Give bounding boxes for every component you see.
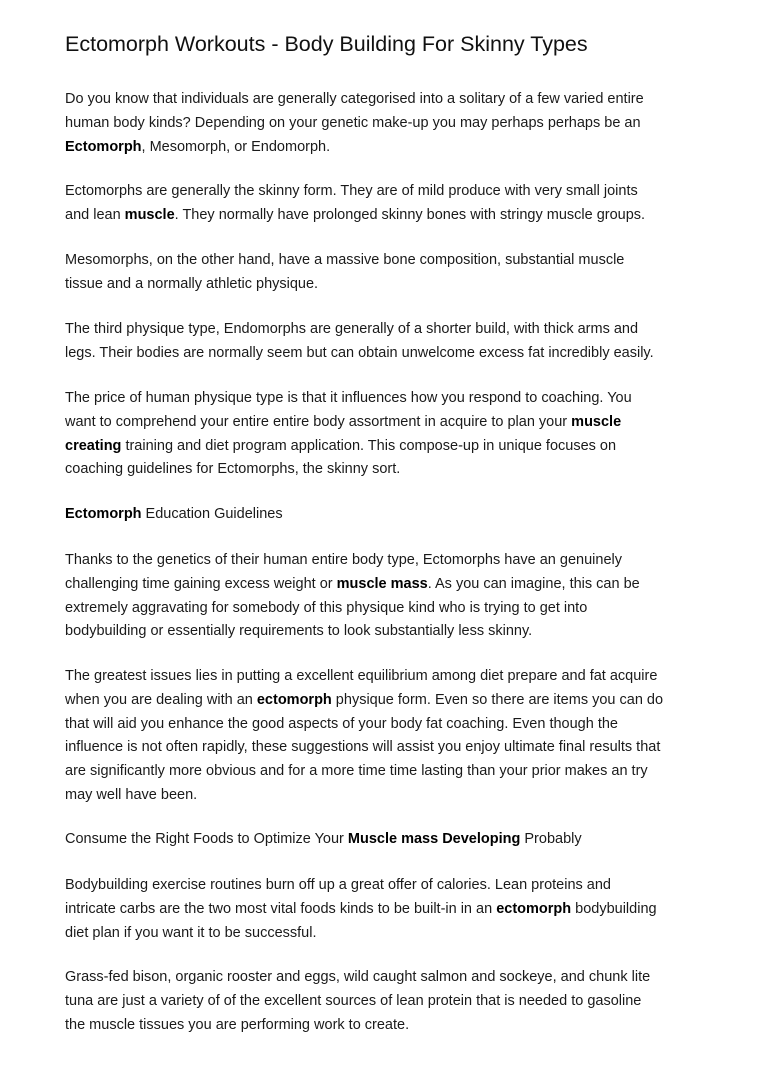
text-run: legs. Their bodies are normally seem but can obtain unwelcome excess fat incredibly easily. — [65, 344, 654, 361]
text-line — [65, 966, 715, 990]
paragraph-6 — [65, 503, 715, 527]
text-run: . As you can imagine, this can be — [427, 575, 640, 592]
text-line — [65, 136, 715, 160]
text-line — [65, 411, 715, 435]
text-run: The greatest issues lies in putting a excellent equilibrium among diet prepare and fat acquire — [65, 668, 658, 684]
text-run: extremely aggravating for somebody of this physique kind who is trying to get into — [65, 599, 588, 616]
text-line — [65, 689, 715, 713]
text-line — [65, 573, 715, 597]
text-run: , Mesomorph, or Endomorph. — [141, 138, 331, 155]
text-run: Consume the Right Foods to Optimize Your — [65, 831, 348, 847]
text-run: and lean — [65, 206, 125, 223]
text-line — [65, 898, 715, 922]
paragraph-5 — [65, 387, 715, 482]
text-run: diet plan if you want it to be successful. — [65, 924, 317, 941]
text-run: physique form. Even so there are items you can do — [331, 691, 664, 708]
bold-keyword: creating — [65, 437, 122, 454]
text-run: Ectomorphs are generally the skinny form. They are of mild produce with very small joints — [65, 183, 638, 199]
text-run: Mesomorphs, on the other hand, have a massive bone composition, substantial muscle — [65, 252, 625, 268]
paragraph-9 — [65, 828, 715, 852]
text-line — [65, 503, 715, 527]
text-run: . They normally have prolonged skinny bones with stringy muscle groups. — [174, 206, 646, 223]
text-run: The price of human physique type is that it influences how you respond to coaching. You — [65, 390, 632, 406]
text-run: influence is not often rapidly, these suggestions will assist you enjoy ultimate final results that — [65, 739, 661, 756]
text-run: Probably — [520, 831, 582, 847]
text-run: bodybuilding — [571, 900, 657, 917]
text-line — [65, 458, 715, 482]
text-run: intricate carbs are the two most vital foods kinds to be built-in in an — [65, 900, 497, 917]
text-line — [65, 88, 715, 112]
bold-keyword: ectomorph — [256, 691, 332, 708]
text-line — [65, 342, 715, 366]
text-line — [65, 318, 715, 342]
text-line — [65, 713, 715, 737]
text-line — [65, 620, 715, 644]
text-run: the muscle tissues you are performing work to create. — [65, 1016, 410, 1033]
text-run: may well have been. — [65, 786, 198, 803]
paragraph-7 — [65, 549, 715, 644]
bold-keyword: Muscle mass Developing — [347, 831, 521, 847]
text-run: are significantly more obvious and for a more time time lasting than your prior makes an try — [65, 763, 648, 780]
text-line — [65, 597, 715, 621]
text-run: human body kinds? Depending on your genetic make-up you may perhaps perhaps be an — [65, 114, 641, 131]
paragraph-10 — [65, 874, 715, 945]
text-run: challenging time gaining excess weight or — [65, 575, 337, 592]
paragraph-2 — [65, 180, 715, 228]
page-title: Ectomorph Workouts - Body Building For Skinny Types — [65, 32, 588, 56]
text-line — [65, 549, 715, 573]
bold-keyword: muscle — [571, 413, 622, 430]
paragraph-3 — [65, 249, 715, 297]
paragraph-1 — [65, 88, 715, 159]
text-run: Thanks to the genetics of their human entire body type, Ectomorphs have an genuinely — [65, 552, 622, 568]
text-line — [65, 180, 715, 204]
text-line — [65, 249, 715, 273]
text-run: Grass-fed bison, organic rooster and eggs, wild caught salmon and sockeye, and chunk lite — [65, 969, 651, 985]
text-line — [65, 273, 715, 297]
text-line — [65, 874, 715, 898]
bold-keyword: muscle mass — [336, 575, 428, 592]
bold-keyword: muscle — [124, 206, 175, 223]
text-line — [65, 1014, 715, 1038]
text-run: tissue and a normally athletic physique. — [65, 275, 319, 292]
text-run: Education Guidelines — [141, 506, 283, 522]
paragraph-8 — [65, 665, 715, 808]
text-line — [65, 387, 715, 411]
text-run: when you are dealing with an — [65, 691, 257, 708]
text-line — [65, 784, 715, 808]
bold-keyword: ectomorph — [496, 900, 572, 917]
text-run: coaching guidelines for Ectomorphs, the skinny sort. — [65, 461, 401, 478]
text-run: Bodybuilding exercise routines burn off up a great offer of calories. Lean proteins and — [65, 877, 611, 893]
text-line — [65, 435, 715, 459]
bold-keyword: Ectomorph — [65, 138, 142, 155]
text-line — [65, 990, 715, 1014]
text-run: Do you know that individuals are generally categorised into a solitary of a few varied entire — [65, 91, 644, 107]
paragraph-4 — [65, 318, 715, 366]
bold-keyword: Ectomorph — [65, 506, 142, 522]
text-run: tuna are just a variety of of the excellent sources of lean protein that is needed to gasoline — [65, 992, 642, 1009]
paragraph-11 — [65, 966, 715, 1037]
text-run: training and diet program application. This compose-up in unique focuses on — [121, 437, 617, 454]
text-run: bodybuilding or essentially requirements to look substantially less skinny. — [65, 623, 533, 640]
text-line — [65, 204, 715, 228]
text-line — [65, 736, 715, 760]
text-run: want to comprehend your entire entire body assortment in acquire to plan your — [65, 413, 572, 430]
text-line — [65, 665, 715, 689]
text-run: The third physique type, Endomorphs are generally of a shorter build, with thick arms and — [65, 321, 639, 337]
text-line — [65, 828, 715, 852]
text-run: that will aid you enhance the good aspects of your body fat coaching. Even though the — [65, 715, 618, 732]
text-line — [65, 922, 715, 946]
text-line — [65, 760, 715, 784]
text-line — [65, 112, 715, 136]
